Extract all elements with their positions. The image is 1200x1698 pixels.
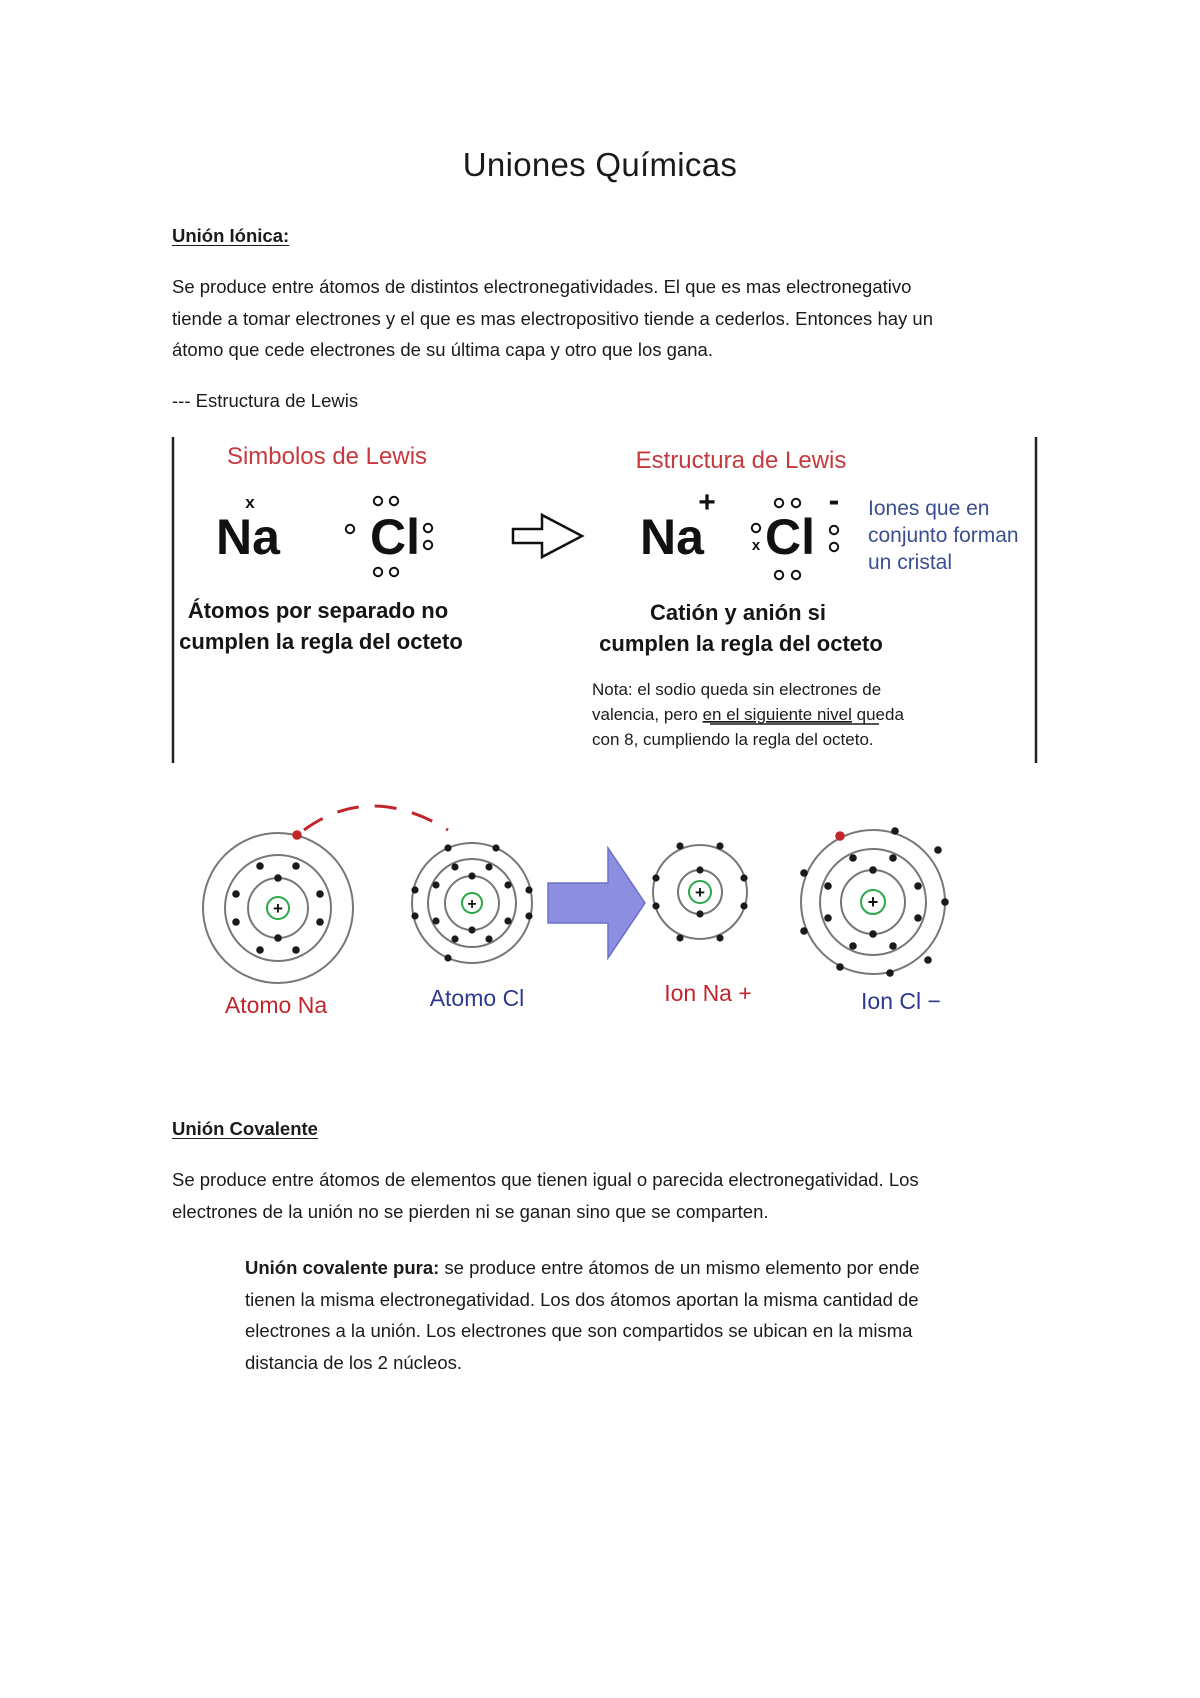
covalent-line-1: Se produce entre átomos de elementos que tienen igual o parecida electronegatividad. Los	[172, 1169, 919, 1190]
ionic-line-2: tiende a tomar electrones y el que es mas electropositivo tiende a cederlos. Entonces hay un	[172, 307, 933, 329]
valence-electron	[292, 830, 302, 840]
minus-sign: -	[828, 482, 840, 518]
ionic-heading: Unión Iónica:	[172, 225, 290, 246]
ionic-line-3: átomo que cede electrones de su última capa y otro que los gana.	[172, 339, 713, 360]
pure-covalent-line-1: Unión covalente pura: se produce entre átomos de un mismo elemento por ende	[245, 1257, 920, 1278]
svg-text:+: +	[695, 883, 705, 902]
nota-line-2: valencia, pero en el siguiente nivel queda	[592, 705, 904, 724]
nota-underlined: en el siguiente nivel	[702, 705, 852, 724]
ionic-paragraph	[172, 271, 933, 366]
lewis-structure-figure	[170, 435, 1040, 765]
lewis-caption: --- Estructura de Lewis	[172, 390, 359, 411]
ions-note-line-3: un cristal	[868, 551, 953, 574]
na-symbol: Na	[216, 509, 280, 565]
reaction-arrow-icon	[548, 848, 645, 958]
ionic-line-1: Se produce entre átomos de distintos electronegatividades. El que es mas electronegativo	[172, 276, 912, 297]
cl-symbol: Cl	[370, 509, 420, 565]
nota-line-1: Nota: el sodio queda sin electrones de	[592, 680, 882, 699]
label-atomo-na: Atomo Na	[224, 992, 328, 1018]
left-caption-line-1: Átomos por separado no	[187, 598, 449, 623]
label-atomo-cl: Atomo Cl	[429, 985, 525, 1011]
na-electron-mark: x	[245, 493, 255, 512]
ion-na	[652, 842, 747, 941]
gained-electron	[835, 831, 845, 841]
right-title: Estructura de Lewis	[635, 447, 847, 474]
atom-na	[203, 830, 353, 983]
nota-line-3: con 8, cumpliendo la regla del octeto.	[592, 730, 874, 749]
ions-note-line-1: Iones que en	[868, 497, 990, 520]
pure-covalent-paragraph	[245, 1252, 920, 1378]
covalent-heading: Unión Covalente	[172, 1118, 318, 1139]
document-title: Uniones Químicas	[462, 146, 738, 183]
left-caption-line-2: cumplen la regla del octeto	[179, 629, 463, 654]
pure-covalent-term: Unión covalente pura:	[245, 1257, 440, 1278]
right-caption-line-2: cumplen la regla del octeto	[599, 631, 883, 656]
pure-covalent-line-2: tienen la misma electronegatividad. Los dos átomos aportan la misma cantidad de	[245, 1288, 919, 1310]
bohr-model-figure	[190, 790, 990, 1030]
label-ion-na: Ion Na +	[664, 980, 752, 1006]
svg-text:+: +	[467, 896, 477, 913]
transferred-electron-mark: x	[751, 537, 761, 554]
atom-cl	[411, 843, 532, 963]
plus-sign: +	[698, 486, 716, 519]
covalent-paragraph	[172, 1164, 919, 1227]
right-caption-line-1: Catión y anión si	[649, 600, 827, 625]
left-title: Simbolos de Lewis	[226, 443, 428, 470]
covalent-line-2: electrones de la unión no se pierden ni se ganan sino que se comparten.	[172, 1200, 769, 1222]
ions-note-line-2: conjunto forman	[868, 524, 1019, 547]
ion-cl	[800, 827, 949, 977]
label-ion-cl: Ion Cl −	[861, 988, 941, 1014]
na-cation-symbol: Na	[640, 509, 704, 565]
svg-text:+: +	[273, 899, 283, 918]
svg-text:+: +	[867, 892, 879, 912]
pure-covalent-line-3: electrones a la unión. Los electrones que son compartidos se ubican en la misma	[245, 1320, 913, 1341]
cl-anion-symbol: Cl	[765, 509, 815, 565]
pure-covalent-line-4: distancia de los 2 núcleos.	[245, 1351, 462, 1373]
electron-transfer-arc	[304, 806, 448, 830]
